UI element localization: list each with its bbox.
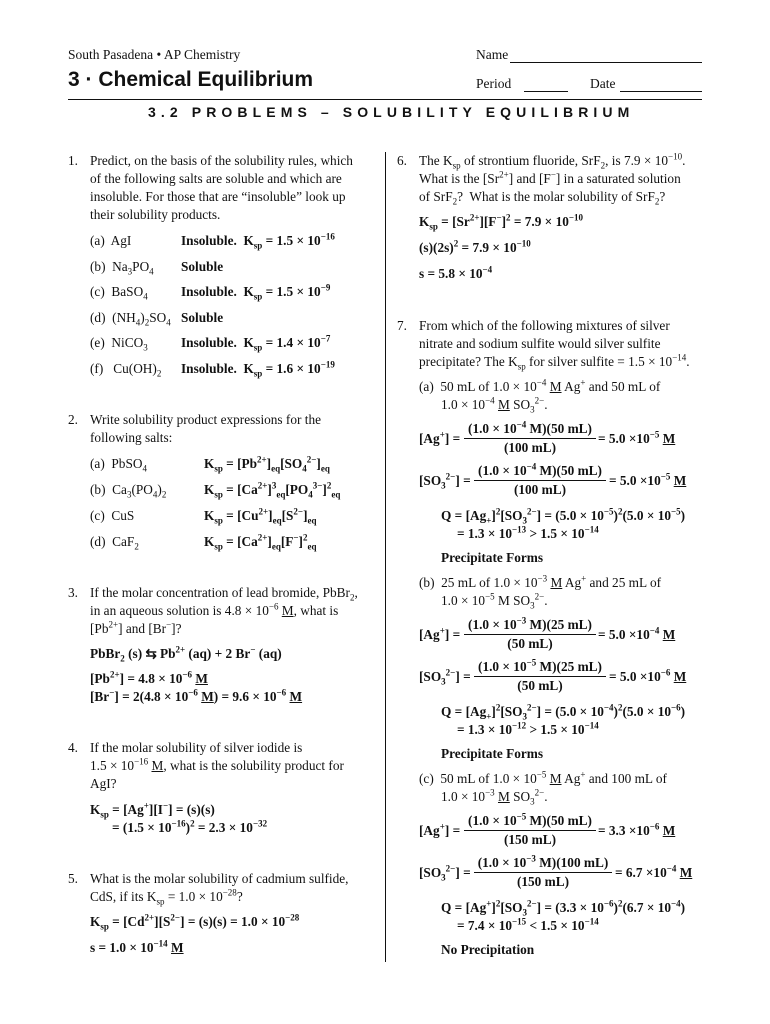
q2-item-d: (d) CaF$_2$ xyxy=(90,534,139,552)
q7a-ag-label: [Ag+] = xyxy=(419,429,461,446)
q1-answer-b: Soluble xyxy=(181,259,224,274)
q6-answer-1: $K_{sp} = [Sr^{2+}][F^-]^2 = 7.9 \times 10^{-10}$ xyxy=(419,212,584,232)
q1-line: Predict, on the basis of the solubility rules, which xyxy=(90,153,353,168)
q7c-so3-result: = $6.7 \times 10^{-4}$ M xyxy=(615,863,693,880)
q1-line: their solubility products. xyxy=(90,207,221,222)
q1-item-e: (e) NiCO$_3$ xyxy=(90,335,148,353)
q7c-result: No Precipitation xyxy=(441,942,535,957)
q2-number: 2. xyxy=(68,412,78,427)
q7a-result: Precipitate Forms xyxy=(441,550,544,565)
q3-line: If the molar concentration of lead bromide, PbBr$_2$, xyxy=(90,585,358,603)
q7c-so3-label: $[SO_3^{2-}]$ = xyxy=(419,863,471,883)
q6-answer-3: $s = 5.8 \times 10^{-4}$ xyxy=(419,264,493,281)
q7-number: 7. xyxy=(397,318,407,333)
q7c-ag-label: [Ag+] = xyxy=(419,821,461,838)
q7a-so3-label: $[SO_3^{2-}]$ = xyxy=(419,471,471,491)
q4-line: If the molar solubility of silver iodide is xyxy=(90,740,303,755)
q5-text xyxy=(90,870,349,906)
q5-line: CdS, if its $K_{sp} = 1.0 \times 10^{-28}$? xyxy=(90,887,243,907)
q6-line: What is the $[Sr^{2+}]$ and [F−] in a saturated solution xyxy=(419,169,681,186)
q1-answer-a: Insoluble. $K_{sp} = 1.5 \times 10^{-16}$ xyxy=(181,231,335,251)
q4-text xyxy=(90,739,344,793)
name-field-line[interactable] xyxy=(510,62,702,63)
q3-line: $[Pb^{2+}]$ and [Br−]? xyxy=(90,619,182,636)
q5-number: 5. xyxy=(68,871,78,886)
q1-item-d: (d) $(NH_4)_2SO_4$ xyxy=(90,310,171,328)
q7c-text: (c) 50 mL of $1.0 \times 10^{-5}$ M Ag+ and 100 mL of $1.0 \times 10^{-3}$ M $SO_3^{2-}$. xyxy=(419,769,667,807)
q1-line: of the following salts are soluble and which are xyxy=(90,171,342,186)
q1-answer-c: Insoluble. $K_{sp} = 1.5 \times 10^{-9}$ xyxy=(181,282,331,302)
q2-line: following salts: xyxy=(90,430,173,445)
q7b-so3-fraction: $\frac{(1.0 \times 10^{-5} M)(25 mL)}{(50 mL)}$ xyxy=(474,659,606,694)
q1-number: 1. xyxy=(68,153,78,168)
q7b-ag-label: [Ag+] = xyxy=(419,625,461,642)
date-field-line[interactable] xyxy=(620,91,702,92)
q1-answer-f: Insoluble. $K_{sp} = 1.6 \times 10^{-19}$ xyxy=(181,359,335,379)
q4-line: $1.5 \times 10^{-16}$ M, what is the solubility product for xyxy=(90,756,344,773)
column-divider xyxy=(385,152,386,962)
q3-line: in an aqueous solution is $4.8 \times 10^{-6}$ M, what is xyxy=(90,601,339,618)
q2-text xyxy=(90,411,321,447)
q2-answer-d: $K_{sp} = [Ca^{2+}]_{eq}[F^-]^2_{eq}$ xyxy=(204,532,317,552)
q6-text xyxy=(419,152,685,206)
q7-text xyxy=(419,317,690,371)
q4-answer-2: = $(1.5 \times 10^{-16})^2 = 2.3 \times 10^{-32}$ xyxy=(112,818,268,835)
q6-number: 6. xyxy=(397,153,407,168)
q3-answer-pb: $[Pb^{2+}] = 4.8 \times 10^{-6}$ M xyxy=(90,669,208,686)
q3-number: 3. xyxy=(68,585,78,600)
q2-item-c: (c) CuS xyxy=(90,508,135,523)
q7b-ag-fraction: $\frac{(1.0 \times 10^{-3} M)(25 mL)}{(50 mL)}$ xyxy=(464,617,596,652)
q1-item-c: (c) BaSO$_4$ xyxy=(90,284,148,302)
q7a-q-2: = $1.3 \times 10^{-13} > 1.5 \times 10^{-14}$ xyxy=(457,524,599,541)
q7b-so3-result: = $5.0 \times 10^{-6}$ M xyxy=(609,667,687,684)
q7a-text: (a) 50 mL of $1.0 \times 10^{-4}$ M Ag+ and 50 mL of $1.0 \times 10^{-4}$ M $SO_3^{2-}$. xyxy=(419,377,661,415)
q1-item-b: (b) $Na_3PO_4$ xyxy=(90,259,154,277)
q3-equation: PbBr$_2$ (s) ⇆ $Pb^{2+}$ (aq) + 2 Br− (aq) xyxy=(90,644,282,664)
q4-number: 4. xyxy=(68,740,78,755)
q7c-ag-fraction: $\frac{(1.0 \times 10^{-5} M)(50 mL)}{(150 mL)}$ xyxy=(464,813,596,848)
q7b-q-1: $Q = [Ag_+]^2[SO_3^{2-}] = (5.0 \times 10^{-4})^2(5.0 \times 10^{-6})$ xyxy=(441,702,686,722)
header-divider xyxy=(68,99,702,100)
q6-answer-2: $(s)(2s)^2 = 7.9 \times 10^{-10}$ xyxy=(419,238,531,255)
q4-line: AgI? xyxy=(90,776,117,791)
q2-answer-a: $K_{sp} = [Pb^{2+}]_{eq}[SO_4^{2-}]_{eq}$ xyxy=(204,454,330,474)
q2-line: Write solubility product expressions for the xyxy=(90,412,322,427)
q7c-so3-fraction: $\frac{(1.0 \times 10^{-3} M)(100 mL)}{(150 mL)}$ xyxy=(474,855,612,890)
period-label: Period xyxy=(476,76,512,91)
q7-line: From which of the following mixtures of silver xyxy=(419,318,670,333)
q7-line: nitrate and sodium sulfite would silver sulfite xyxy=(419,336,661,351)
page-title: 3 · Chemical Equilibrium xyxy=(68,68,314,91)
q5-answer-2: $s = 1.0 \times 10^{-14}$ M xyxy=(90,938,184,955)
q2-answer-b: $K_{sp} = [Ca^{2+}]^3_{eq}[PO_4^{3-}]^2_{eq}$ xyxy=(204,480,341,500)
q7-line: precipitate? The $K_{sp}$ for silver sulfite = $1.5 \times 10^{-14}$. xyxy=(419,352,690,372)
q1-item-f: (f) $Cu(OH)_2$ xyxy=(90,361,162,379)
q2-item-b: (b) $Ca_3(PO_4)_2$ xyxy=(90,482,167,500)
q1-line: insoluble. For those that are “insoluble” look up xyxy=(90,189,346,204)
q2-answer-c: $K_{sp} = [Cu^{2+}]_{eq}[S^{2-}]_{eq}$ xyxy=(204,506,317,526)
q7b-text: (b) 25 mL of $1.0 \times 10^{-3}$ M Ag+ and 25 mL of $1.0 \times 10^{-5}$ M $SO_3^{2-}$. xyxy=(419,573,662,611)
period-field-line[interactable] xyxy=(524,91,568,92)
q1-item-a: (a) AgI xyxy=(90,233,132,248)
q5-answer-1: $K_{sp} = [Cd^{2+}][S^{2-}] = (s)(s) = 1.0 \times 10^{-28}$ xyxy=(90,912,300,932)
q7a-ag-result: = $5.0 \times 10^{-5}$ M xyxy=(598,429,676,446)
q4-answer-1: $K_{sp} = [Ag^+][I^-] = (s)(s)$ xyxy=(90,800,215,820)
q5-line: What is the molar solubility of cadmium sulfide, xyxy=(90,871,349,886)
q6-line: of SrF$_2$? What is the molar solubility of SrF$_2$? xyxy=(419,189,666,207)
q7c-ag-result: = $3.3 \times 10^{-6}$ M xyxy=(598,821,676,838)
q3-text xyxy=(90,584,358,638)
q7b-ag-result: = $5.0 \times 10^{-4}$ M xyxy=(598,625,676,642)
q1-text xyxy=(90,152,353,224)
q7b-so3-label: $[SO_3^{2-}]$ = xyxy=(419,667,471,687)
q1-answer-d: Soluble xyxy=(181,310,224,325)
q7b-q-2: = $1.3 \times 10^{-12} > 1.5 \times 10^{-14}$ xyxy=(457,720,599,737)
q6-line: The $K_{sp}$ of strontium fluoride, SrF$_2$, is $7.9 \times 10^{-10}$. xyxy=(419,151,686,171)
q2-item-a: (a) PbSO$_4$ xyxy=(90,456,147,474)
q7a-ag-fraction: $\frac{(1.0 \times 10^{-4} M)(50 mL)}{(100 mL)}$ xyxy=(464,421,596,456)
q7a-q-1: $Q = [Ag_+]^2[SO_3^{2-}] = (5.0 \times 10^{-5})^2(5.0 \times 10^{-5})$ xyxy=(441,506,686,526)
school-label: South Pasadena • AP Chemistry xyxy=(68,47,241,62)
q1-answer-e: Insoluble. $K_{sp} = 1.4 \times 10^{-7}$ xyxy=(181,333,331,353)
q7a-so3-result: = $5.0 \times 10^{-5}$ M xyxy=(609,471,687,488)
q7c-q-1: $Q = [Ag^+]^2[SO_3^{2-}] = (3.3 \times 10^{-6})^2(6.7 \times 10^{-4})$ xyxy=(441,898,686,918)
section-heading: 3.2 PROBLEMS – SOLUBILITY EQUILIBRIUM xyxy=(148,104,635,120)
q3-answer-br: $[Br^-] = 2(4.8 \times 10^{-6}$ $M) = 9.6 \times 10^{-6}$ M xyxy=(90,687,303,704)
q7c-q-2: = $7.4 \times 10^{-15} < 1.5 \times 10^{-14}$ xyxy=(457,916,599,933)
date-label: Date xyxy=(590,76,616,91)
q7b-result: Precipitate Forms xyxy=(441,746,544,761)
q7a-so3-fraction: $\frac{(1.0 \times 10^{-4} M)(50 mL)}{(100 mL)}$ xyxy=(474,463,606,498)
name-label: Name xyxy=(476,47,509,62)
